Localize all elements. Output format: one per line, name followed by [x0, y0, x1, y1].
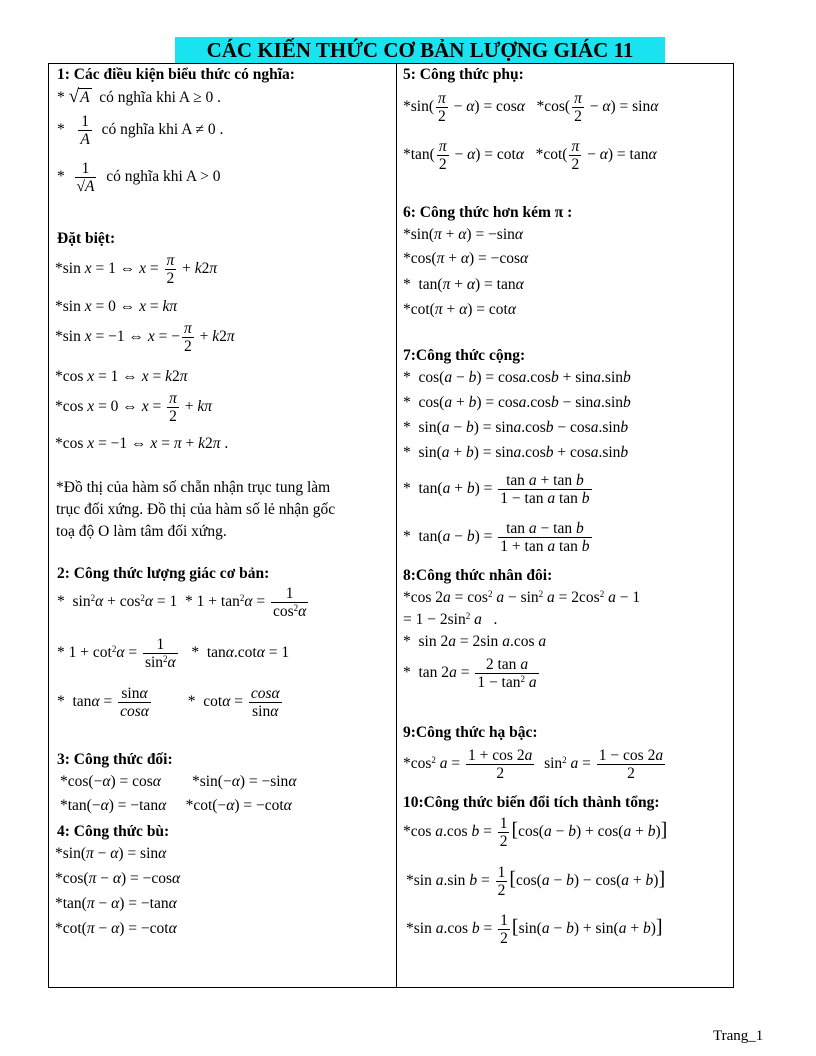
- condition-sqrt: * √A có nghĩa khi A ≥ 0 .: [57, 86, 222, 107]
- section-3-heading: 3: Công thức đối:: [57, 751, 173, 768]
- section-9-heading: 9:Công thức hạ bậc:: [403, 724, 538, 741]
- basic-identity-2: * $1 + \cot^2\alpha$ = $\frac{1}{\sin^2\alpha}$ * tanα.cotα = 1: [57, 636, 290, 671]
- section-4-heading: 4: Công thức bù:: [57, 823, 170, 840]
- addition-tan-minus: * tan(a − b) = $\frac{\text{tan a − tan b}}{\text{1 + tan a tan b}}$: [403, 520, 590, 555]
- addition-tan-plus: * tan(a + b) = $\frac{\text{tan a + tan b}}{\text{1 − tan a tan b}}$: [403, 472, 590, 507]
- supplementary-cos: *cos(π − α) = −cosα: [55, 870, 181, 887]
- special-heading: Đặt biệt:: [57, 230, 116, 247]
- product-sin-cos: *sin a.cos b = $\frac{1}{2}$ [sin(a − b) + sin(a + b)]: [406, 912, 663, 947]
- opposite-formulas-1: *cos(−α) = cosα *sin(−α) = −sinα: [60, 773, 297, 790]
- condition-reciprocal: * $\frac{1}{A}$ có nghĩa khi A ≠ 0 .: [57, 113, 224, 148]
- section-10-heading: 10:Công thức biến đổi tích thành tổng:: [403, 794, 660, 811]
- section-1-heading: 1: Các điều kiện biểu thức có nghĩa:: [57, 66, 295, 83]
- basic-identity-1: * $\sin^2\alpha + \cos^2\alpha = 1 * 1 + \tan^2\alpha$ = $\frac{1}{\cos^2\alpha}$: [57, 585, 307, 620]
- addition-sin-plus: * sin(a + b) = sina.cosb + cosa.sinb: [403, 444, 629, 461]
- graph-note-line-2: trục đối xứng. Đồ thị của hàm số lẻ nhận gốc: [56, 501, 336, 518]
- addition-cos-plus: * cos(a + b) = cosa.cosb − sina.sinb: [403, 394, 631, 411]
- complementary-tan-cot: *tan( $\frac{\pi}{2}$ − α) = cotα *cot( $\frac{\pi}{2}$ − α) = tanα: [403, 138, 657, 173]
- pi-shift-tan: * tan(π + α) = tanα: [403, 276, 524, 293]
- pi-shift-sin: *sin(π + α) = −sinα: [403, 226, 524, 243]
- condition-reciprocal-sqrt: * $\frac{1}{√A}$ có nghĩa khi A > 0: [57, 160, 221, 195]
- supplementary-tan: *tan(π − α) = −tanα: [55, 895, 177, 912]
- product-sin-sin: *sin a.sin b = $\frac{1}{2}$ [cos(a − b) − cos(a + b)]: [406, 864, 666, 899]
- section-8-heading: 8:Công thức nhân đôi:: [403, 567, 553, 584]
- page-title: CÁC KIẾN THỨC CƠ BẢN LƯỢNG GIÁC 11: [175, 37, 665, 63]
- basic-identity-3: * tanα = $\frac{\sin\alpha}{\cos\alpha}$ * cotα = $\frac{\cos\alpha}{\sin\alpha}$: [57, 685, 280, 720]
- supplementary-cot: *cot(π − α) = −cotα: [55, 920, 177, 937]
- addition-cos-minus: * cos(a − b) = cosa.cosb + sina.sinb: [403, 369, 631, 386]
- opposite-formulas-2: *tan(−α) = −tanα *cot(−α) = −cotα: [60, 797, 292, 814]
- double-angle-cos-alt: = $1 - 2\sin^2$ a .: [403, 611, 498, 628]
- double-angle-cos: *cos $2a = \cos^2 a - \sin^2 a = 2\cos^2$ a − 1: [403, 589, 641, 606]
- formula-cos-1: *cos x = 1 ⇔ x = k2π: [55, 368, 188, 385]
- formula-sin-0: *sin x = 0 ⇔ x = kπ: [55, 298, 178, 315]
- complementary-sin-cos: *sin( $\frac{\pi}{2}$ − α) = cosα *cos( $\frac{\pi}{2}$ − α) = sinα: [403, 90, 659, 125]
- double-angle-sin: * sin 2a = 2sin a.cos a: [403, 633, 547, 650]
- graph-note-line-1: *Đồ thị của hàm số chẵn nhận trục tung làm: [56, 479, 331, 496]
- addition-sin-minus: * sin(a − b) = sina.cosb − cosa.sinb: [403, 419, 629, 436]
- pi-shift-cos: *cos(π + α) = −cosα: [403, 250, 529, 267]
- power-reduction: $*\cos^2$ a = $\frac{1 + \cos 2a}{2}$ $\sin^2 a$ = $\frac{1 - \cos 2a}{2}$: [403, 747, 664, 782]
- pi-shift-cot: *cot(π + α) = cotα: [403, 301, 516, 318]
- section-2-heading: 2: Công thức lượng giác cơ bản:: [57, 565, 270, 582]
- section-5-heading: 5: Công thức phụ:: [403, 66, 524, 83]
- formula-sin-1: *sin x = 1 ⇔ x = $\frac{\pi}{2}$ + k2π: [55, 252, 218, 287]
- supplementary-sin: *sin(π − α) = sinα: [55, 845, 167, 862]
- column-divider: [396, 63, 397, 987]
- formula-cos-0: *cos x = 0 ⇔ x = $\frac{\pi}{2}$ + kπ: [55, 390, 212, 425]
- formula-cos-minus-1: *cos x = −1 ⇔ x = π + k2π .: [55, 435, 229, 452]
- product-cos-cos: *cos a.cos b = $\frac{1}{2}$ [cos(a − b) + cos(a + b)]: [403, 815, 668, 850]
- graph-note-line-3: toạ độ O làm tâm đối xứng.: [56, 523, 227, 540]
- section-7-heading: 7:Công thức cộng:: [403, 347, 526, 364]
- page-number: Trang_1: [713, 1028, 764, 1044]
- section-6-heading: 6: Công thức hơn kém π :: [403, 204, 573, 221]
- double-angle-tan: * tan 2a = $\frac{\text{2 tan a}}{1 - \tan^2 a}$: [403, 656, 537, 691]
- formula-sin-minus-1: *sin x = −1 ⇔ x = − $\frac{\pi}{2}$ + k2π: [55, 320, 235, 355]
